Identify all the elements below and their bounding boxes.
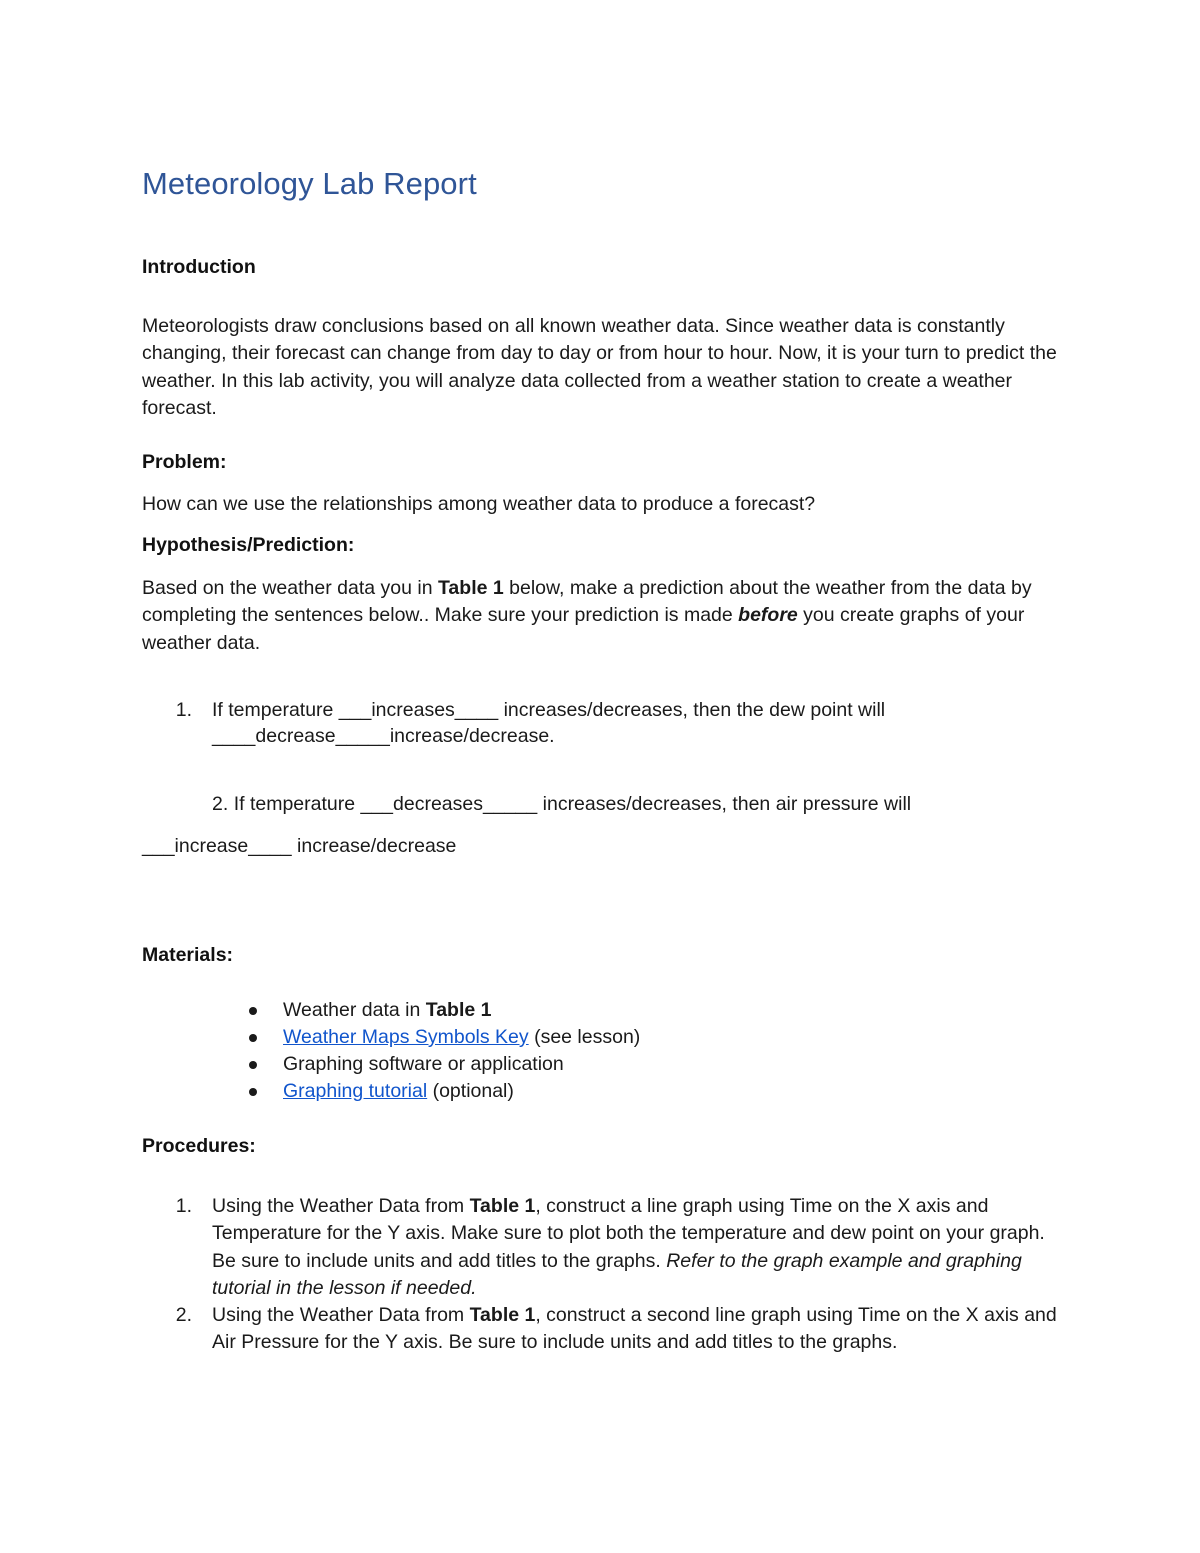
prediction-1-line-1: If temperature ___increases____ increases/decreases, then the dew point will	[212, 699, 886, 721]
hypothesis-text-2: below, make a prediction about the weather from the data by completing the sentences below.. Make sure your prediction is made	[142, 577, 1032, 627]
bullet-icon	[249, 1061, 257, 1069]
prediction-1-line-2: ____decrease_____increase/decrease.	[212, 725, 555, 747]
prediction-2-line-2: ___increase____ increase/decrease	[142, 835, 457, 857]
procedure-2-text: Using the Weather Data from Table 1, construct a second line graph using Time on the X axis and Air Pressure for the Y axis. Be sure to include units and add titles to the graphs.	[212, 1304, 1057, 1354]
prediction-item-2	[0, 791, 1200, 861]
problem-heading: Problem:	[142, 451, 227, 473]
hypothesis-emphasis: before	[738, 604, 798, 627]
hypothesis-text-1: Based on the weather data you in	[142, 577, 438, 599]
prediction-2-line-1-text: If temperature ___decreases_____ increases/decreases, then air pressure will	[233, 793, 912, 815]
materials-item-3: Graphing software or application	[283, 1053, 564, 1075]
graphing-tutorial-link[interactable]: Graphing tutorial	[283, 1080, 428, 1102]
bullet-icon	[249, 1007, 257, 1015]
materials-item-2: Weather Maps Symbols Key (see lesson)	[283, 1026, 641, 1048]
problem-paragraph: How can we use the relationships among weather data to produce a forecast?	[142, 493, 816, 515]
materials-item-4: Graphing tutorial (optional)	[283, 1080, 514, 1102]
bullet-icon	[249, 1088, 257, 1096]
procedure-number-1: 1.	[175, 1195, 192, 1217]
hypothesis-table-ref: Table 1	[437, 577, 504, 599]
hypothesis-paragraph	[142, 575, 1067, 657]
procedures-heading: Procedures:	[142, 1135, 256, 1157]
procedure-1-text: Using the Weather Data from Table 1, construct a line graph using Time on the X axis and Temperature for the Y axis. Make sure to plot both the temperature and dew point on your graph. Be sure to include units and add titles to the graphs. Refer to the graph example and graphing tutorial in the lesson if needed.	[212, 1195, 1045, 1299]
prediction-number-1: 1.	[175, 699, 192, 721]
procedure-item-1	[0, 1193, 1200, 1303]
hypothesis-heading: Hypothesis/Prediction:	[142, 534, 355, 556]
prediction-number-2: 2.	[212, 793, 229, 815]
materials-item-1: Weather data in Table 1	[283, 999, 492, 1021]
materials-heading: Materials:	[142, 944, 234, 966]
materials-list	[0, 997, 1200, 1109]
introduction-paragraph: Meteorologists draw conclusions based on all known weather data. Since weather data is constantly changing, their forecast can change from day to day or from hour to hour. Now, it is your turn to predict the weather. In this lab activity, you will analyze data collected from a weather station to create a weather forecast.	[142, 315, 1057, 419]
prediction-2-line-1	[212, 791, 911, 818]
bullet-icon	[249, 1034, 257, 1042]
hypothesis-text-3: you create graphs of your weather data.	[142, 604, 1025, 654]
page-title: Meteorology Lab Report	[142, 166, 477, 201]
procedure-number-2: 2.	[175, 1304, 192, 1326]
introduction-heading: Introduction	[142, 256, 256, 278]
prediction-item-1	[0, 697, 1200, 757]
weather-maps-symbols-key-link[interactable]: Weather Maps Symbols Key	[283, 1026, 529, 1048]
procedure-item-2	[0, 1302, 1200, 1386]
